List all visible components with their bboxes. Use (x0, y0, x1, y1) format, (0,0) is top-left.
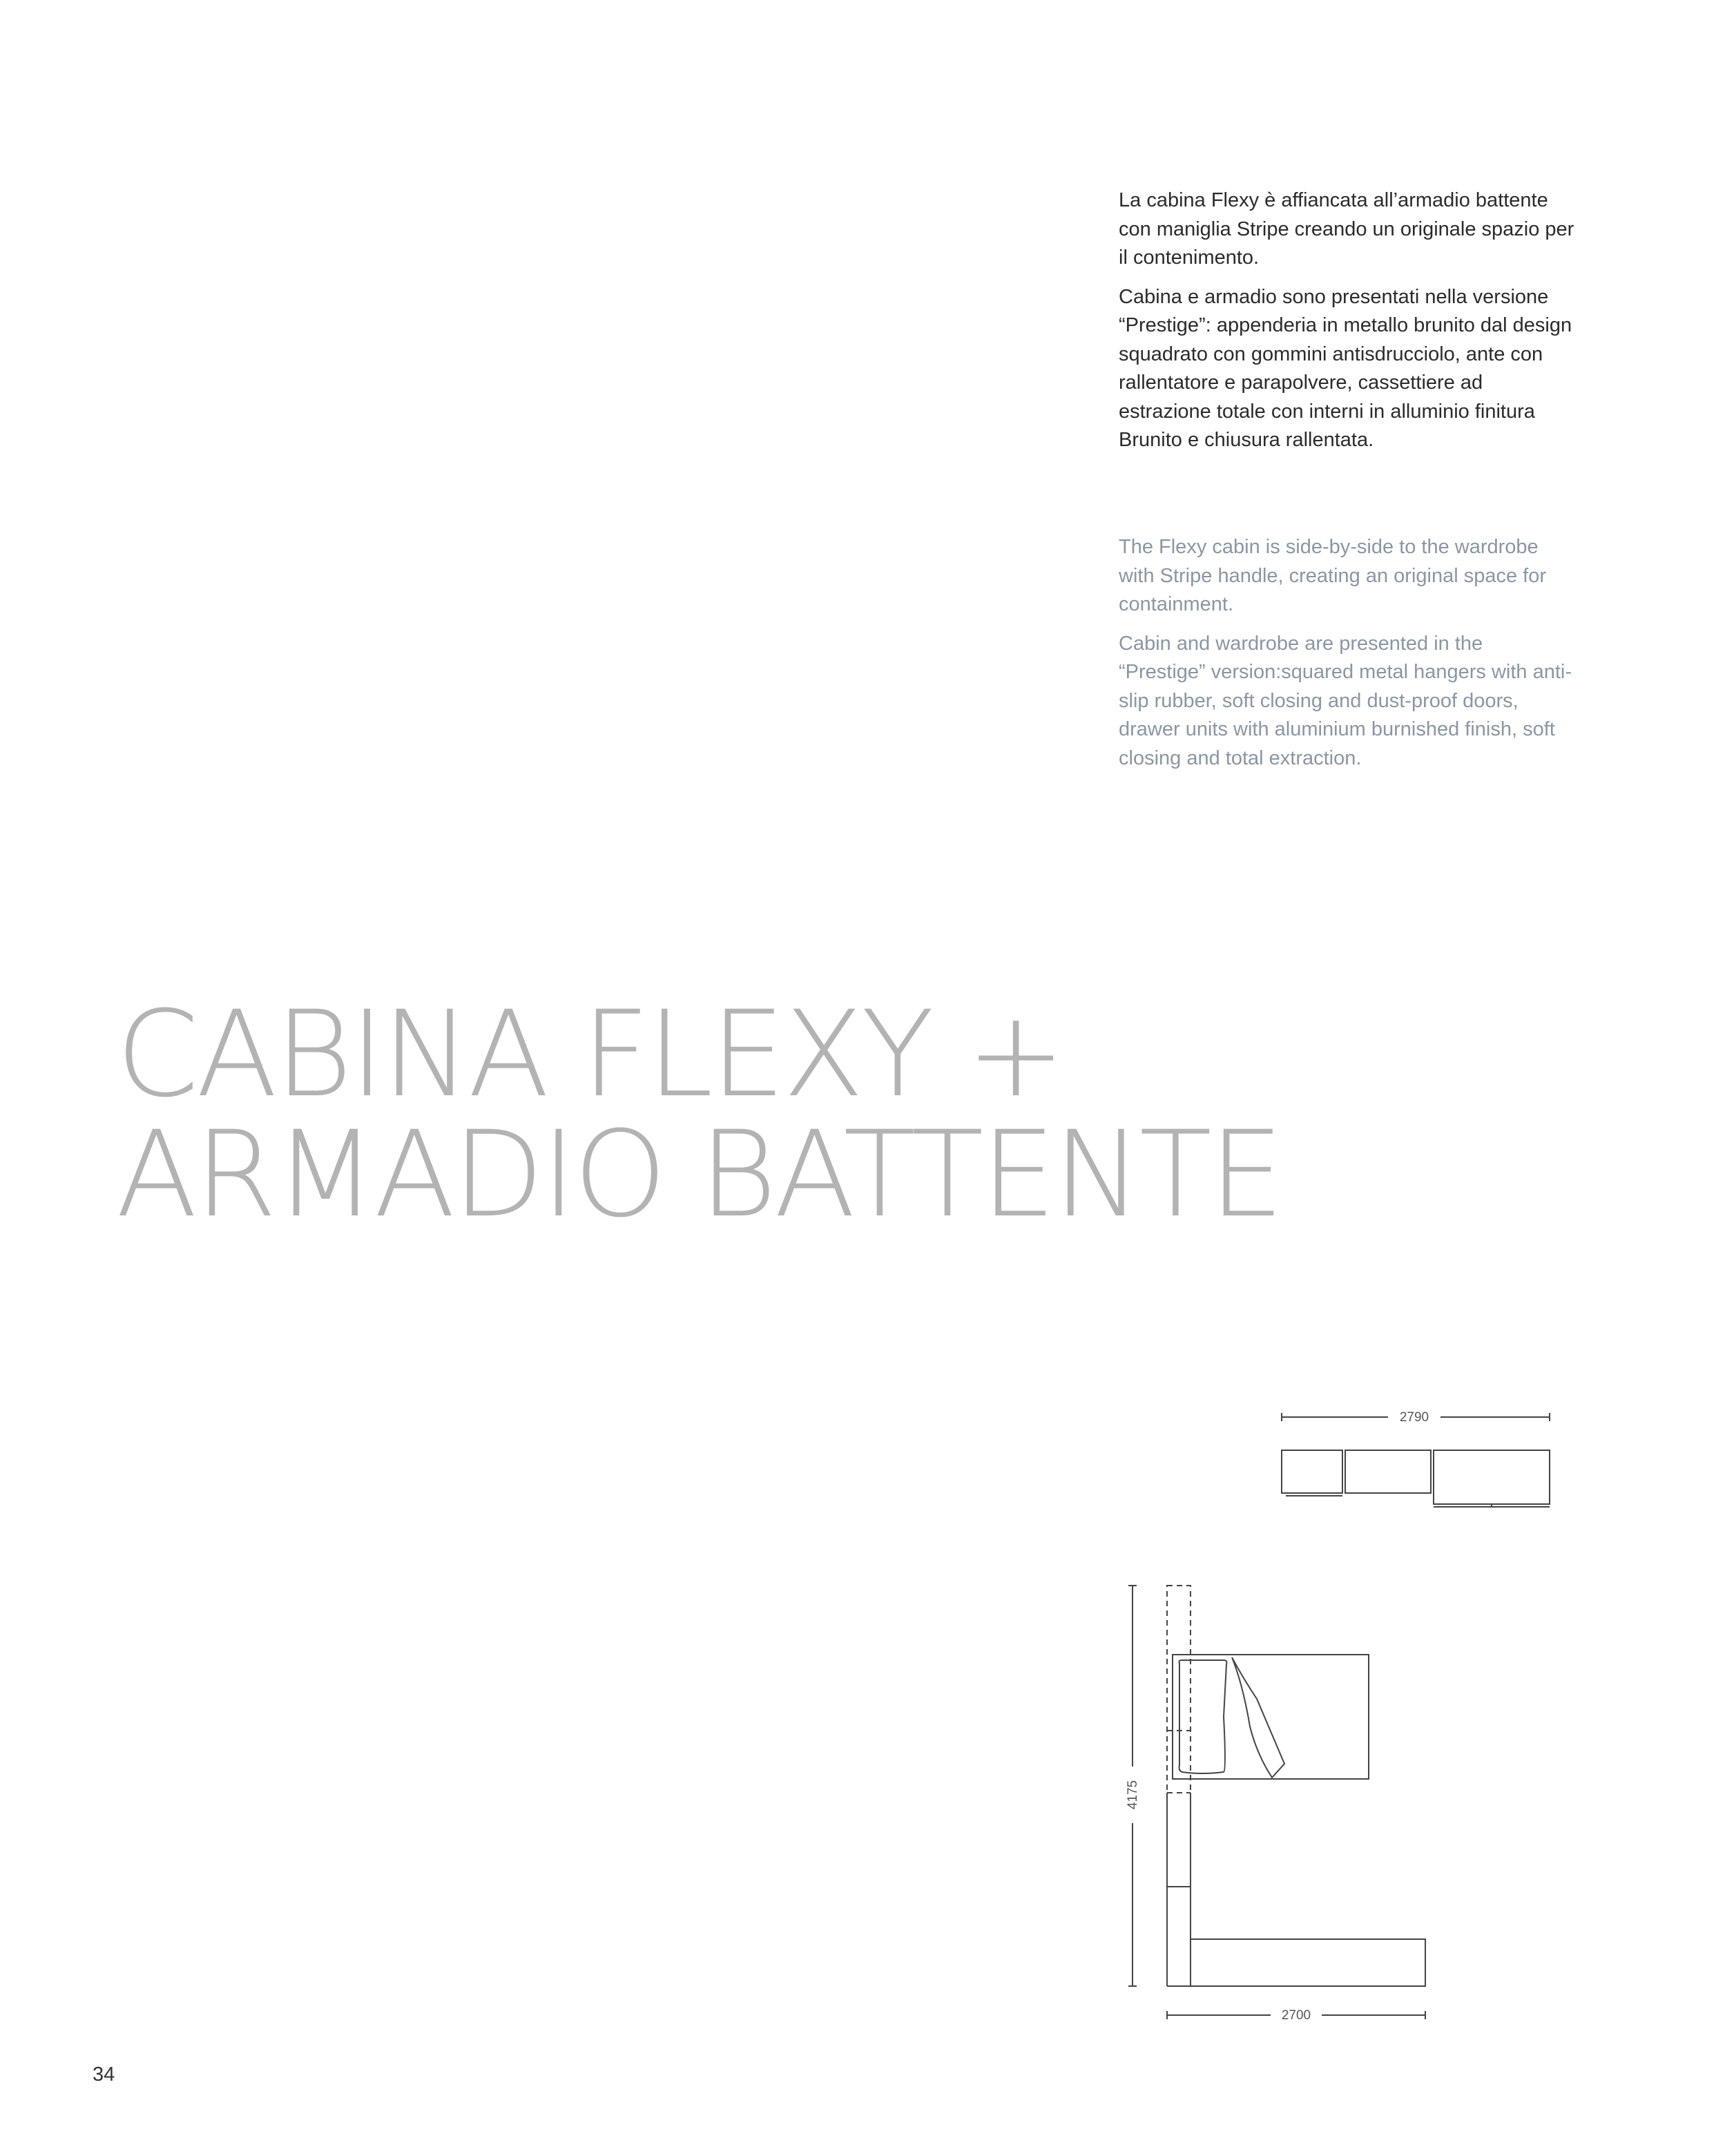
english-paragraph-2: Cabin and wardrobe are presented in the “Prestige” version:squared metal hangers with anti-slip rubber, soft closing and dust-proof doors, drawer units with aluminium burnished finish, soft closing and total extraction. (1119, 632, 1572, 769)
bottom-width-label: 2700 (1281, 2008, 1311, 2023)
bottom-wardrobe (1191, 1939, 1425, 1986)
wall-column (1167, 1793, 1191, 1986)
side-height-label: 4175 (1126, 1780, 1140, 1810)
english-paragraph-1: The Flexy cabin is side-by-side to the wardrobe with Stripe handle, creating an original space for containment. (1119, 536, 1547, 615)
italian-paragraph-1: La cabina Flexy è affiancata all’armadio battente con maniglia Stripe creando un originale spazio per il contenimento. (1119, 189, 1574, 269)
page-number: 34 (93, 2063, 115, 2086)
top-width-label: 2790 (1399, 1410, 1429, 1425)
title-line-2: ARMADIO BATTENTE (116, 1105, 1282, 1244)
bed (1173, 1655, 1369, 1779)
italian-paragraph-2: Cabina e armadio sono presentati nella versione “Prestige”: appenderia in metallo brunito dal design squadrato con gommini antisdrucciolo, ante con rallentatore e parapolvere, cassettiere ad estrazione totale con interni in alluminio finitura Brunito e chiusura rallentata. (1119, 285, 1572, 451)
title-line-1: CABINA FLEXY + (116, 985, 1063, 1124)
top-wardrobe-elevation (1282, 1450, 1550, 1507)
